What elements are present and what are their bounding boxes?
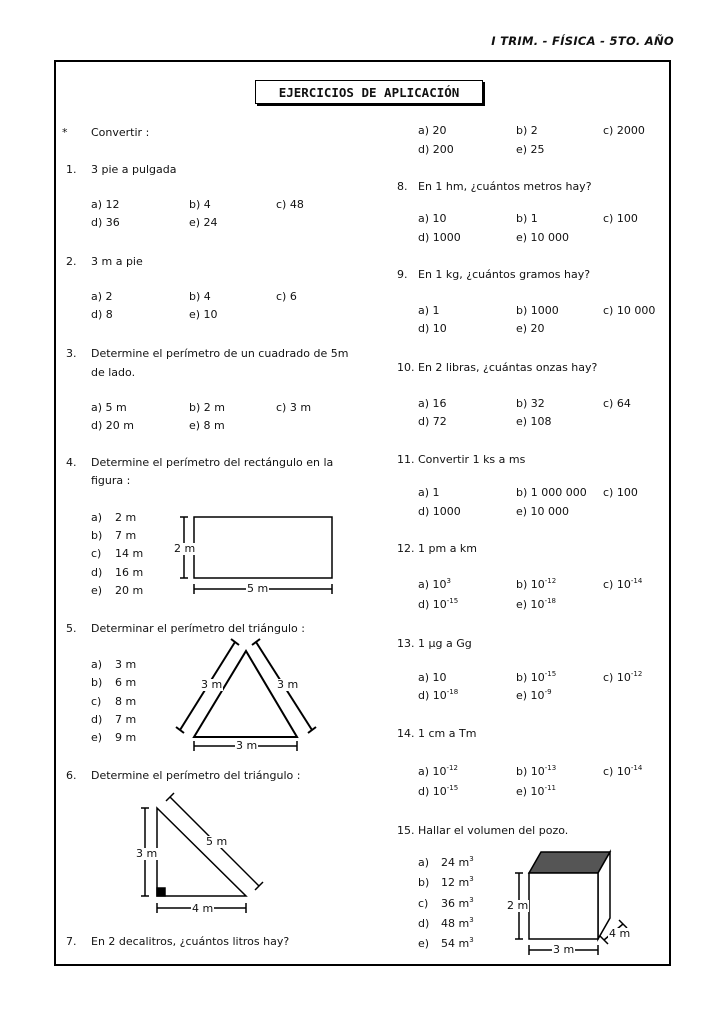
q9-number: 9. — [397, 268, 408, 281]
q11-option-d: d) 1000 — [418, 505, 461, 518]
q4-option-a-letter: a) — [91, 511, 103, 524]
q6-text: Determine el perímetro del triángulo : — [91, 769, 301, 782]
q8-option-c: c) 100 — [603, 212, 638, 225]
q4-option-d-value: 16 m — [115, 566, 144, 579]
q5-option-a-value: 3 m — [115, 658, 137, 671]
triangle-right-label: 3 m — [277, 678, 299, 691]
q10-option-c: c) 64 — [603, 397, 631, 410]
q12-number: 12. — [397, 542, 415, 555]
q4-option-d-letter: d) — [91, 566, 103, 579]
q13-option-c: c) $10^{-12}$ — [603, 670, 643, 684]
q7-option-d: d) 200 — [418, 143, 454, 156]
q8-option-d: d) 1000 — [418, 231, 461, 244]
q7-option-e: e) 25 — [516, 143, 545, 156]
q3-number: 3. — [66, 347, 77, 360]
q14-number: 14. — [397, 727, 415, 740]
right-triangle-hyp-label: 5 m — [206, 835, 228, 848]
q10-number: 10. — [397, 361, 415, 374]
q15-option-a-letter: a) — [418, 856, 430, 869]
q4-number: 4. — [66, 456, 77, 469]
q13-text: 1 μg a Gg — [418, 637, 472, 650]
q4-option-c-letter: c) — [91, 547, 102, 560]
q13-option-b: b) $10^{-15}$ — [516, 670, 557, 684]
q3-text-line1: Determine el perímetro de un cuadrado de 5m — [91, 347, 349, 360]
q10-option-d: d) 72 — [418, 415, 447, 428]
q3-option-b: b) 2 m — [189, 401, 225, 414]
q11-option-e: e) 10 000 — [516, 505, 570, 518]
q9-option-b: b) 1000 — [516, 304, 559, 317]
q2-option-d: d) 8 — [91, 308, 113, 321]
q8-option-a: a) 10 — [418, 212, 447, 225]
q4-option-e-letter: e) — [91, 584, 103, 597]
q11-number: 11. — [397, 453, 415, 466]
q2-option-e: e) 10 — [189, 308, 218, 321]
q5-option-e-value: 9 m — [115, 731, 137, 744]
q1-option-d: d) 36 — [91, 216, 120, 229]
q10-option-e: e) 108 — [516, 415, 552, 428]
triangle-base-label: 3 m — [236, 739, 258, 752]
q12-text: 1 pm a km — [418, 542, 478, 555]
q13-number: 13. — [397, 637, 415, 650]
q9-text: En 1 kg, ¿cuántos gramos hay? — [418, 268, 591, 281]
q13-option-e: e) $10^{-9}$ — [516, 688, 552, 702]
q15-number: 15. — [397, 824, 415, 837]
right-triangle-figure — [141, 793, 263, 913]
q4-option-a-value: 2 m — [115, 511, 137, 524]
rectangle-height-label: 2 m — [174, 542, 196, 555]
q4-text-line2: figura : — [91, 474, 131, 487]
q15-option-d-value: 48 $m^3$ — [441, 916, 474, 930]
rectangle-width-label: 5 m — [247, 582, 269, 595]
q1-option-c: c) 48 — [276, 198, 304, 211]
q15-option-b-letter: b) — [418, 876, 430, 889]
q15-text: Hallar el volumen del pozo. — [418, 824, 569, 837]
q9-option-a: a) 1 — [418, 304, 440, 317]
q3-option-d: d) 20 m — [91, 419, 134, 432]
q4-option-b-value: 7 m — [115, 529, 137, 542]
q12-option-b: b) $10^{-12}$ — [516, 577, 557, 591]
q14-option-c: c) $10^{-14}$ — [603, 764, 643, 778]
right-triangle-vertical-label: 3 m — [136, 847, 158, 860]
q2-text: 3 m a pie — [91, 255, 143, 268]
q5-option-d-letter: d) — [91, 713, 103, 726]
q5-option-b-letter: b) — [91, 676, 103, 689]
page-title: EJERCICIOS DE APLICACIÓN — [255, 80, 483, 104]
q13-option-a: a) 10 — [418, 671, 447, 684]
q15-option-a-value: 24 $m^3$ — [441, 855, 474, 869]
q8-option-b: b) 1 — [516, 212, 538, 225]
q2-number: 2. — [66, 255, 77, 268]
triangle-figure — [176, 639, 316, 751]
q11-option-b: b) 1 000 000 — [516, 486, 587, 499]
intro-text: Convertir : — [91, 126, 150, 139]
q8-text: En 1 hm, ¿cuántos metros hay? — [418, 180, 592, 193]
q1-text: 3 pie a pulgada — [91, 163, 177, 176]
q14-option-d: d) $10^{-15}$ — [418, 784, 459, 798]
q10-option-a: a) 16 — [418, 397, 447, 410]
q4-option-c-value: 14 m — [115, 547, 144, 560]
bullet: * — [62, 126, 68, 139]
q14-text: 1 cm a Tm — [418, 727, 477, 740]
q5-text: Determinar el perímetro del triángulo : — [91, 622, 305, 635]
q5-option-c-value: 8 m — [115, 695, 137, 708]
q9-option-c: c) 10 000 — [603, 304, 656, 317]
q5-option-e-letter: e) — [91, 731, 103, 744]
q5-option-c-letter: c) — [91, 695, 102, 708]
q15-option-d-letter: d) — [418, 917, 430, 930]
q5-number: 5. — [66, 622, 77, 635]
q12-option-e: e) $10^{-18}$ — [516, 597, 556, 611]
q7-option-b: b) 2 — [516, 124, 538, 137]
q2-option-c: c) 6 — [276, 290, 297, 303]
q1-option-e: e) 24 — [189, 216, 218, 229]
q15-option-e-value: 54 $m^3$ — [441, 936, 474, 950]
q12-option-a: a) $10^3$ — [418, 577, 451, 591]
q11-text: Convertir 1 ks a ms — [418, 453, 526, 466]
q7-option-c: c) 2000 — [603, 124, 645, 137]
q15-option-c-value: 36 $m^3$ — [441, 896, 474, 910]
q3-text-line2: de lado. — [91, 366, 136, 379]
q10-option-b: b) 32 — [516, 397, 545, 410]
q8-number: 8. — [397, 180, 408, 193]
q1-option-b: b) 4 — [189, 198, 211, 211]
q14-option-a: a) $10^{-12}$ — [418, 764, 458, 778]
q3-option-a: a) 5 m — [91, 401, 127, 414]
q14-option-b: b) $10^{-13}$ — [516, 764, 557, 778]
q5-option-a-letter: a) — [91, 658, 103, 671]
q9-option-e: e) 20 — [516, 322, 545, 335]
q8-option-e: e) 10 000 — [516, 231, 570, 244]
cube-width-label: 3 m — [553, 943, 575, 956]
q5-option-d-value: 7 m — [115, 713, 137, 726]
q15-option-b-value: 12 $m^3$ — [441, 875, 474, 889]
q15-option-c-letter: c) — [418, 897, 429, 910]
q7-text: En 2 decalitros, ¿cuántos litros hay? — [91, 935, 290, 948]
q11-option-a: a) 1 — [418, 486, 440, 499]
q7-option-a: a) 20 — [418, 124, 447, 137]
q11-option-c: c) 100 — [603, 486, 638, 499]
q4-option-e-value: 20 m — [115, 584, 144, 597]
q14-option-e: e) $10^{-11}$ — [516, 784, 556, 798]
q12-option-d: d) $10^{-15}$ — [418, 597, 459, 611]
q1-number: 1. — [66, 163, 77, 176]
q9-option-d: d) 10 — [418, 322, 447, 335]
q13-option-d: d) $10^{-18}$ — [418, 688, 459, 702]
q1-option-a: a) 12 — [91, 198, 120, 211]
q5-option-b-value: 6 m — [115, 676, 137, 689]
course-header: I TRIM. - FÍSICA - 5TO. AÑO — [491, 34, 674, 48]
q12-option-c: c) $10^{-14}$ — [603, 577, 643, 591]
q4-option-b-letter: b) — [91, 529, 103, 542]
cube-height-label: 2 m — [507, 899, 529, 912]
right-triangle-horizontal-label: 4 m — [192, 902, 214, 915]
q7-number: 7. — [66, 935, 77, 948]
q2-option-b: b) 4 — [189, 290, 211, 303]
cube-depth-label: 4 m — [609, 927, 631, 940]
q6-number: 6. — [66, 769, 77, 782]
q15-option-e-letter: e) — [418, 937, 430, 950]
q3-option-e: e) 8 m — [189, 419, 225, 432]
q10-text: En 2 libras, ¿cuántas onzas hay? — [418, 361, 598, 374]
q4-text-line1: Determine el perímetro del rectángulo en la — [91, 456, 334, 469]
q3-option-c: c) 3 m — [276, 401, 312, 414]
q2-option-a: a) 2 — [91, 290, 113, 303]
triangle-left-label: 3 m — [201, 678, 223, 691]
